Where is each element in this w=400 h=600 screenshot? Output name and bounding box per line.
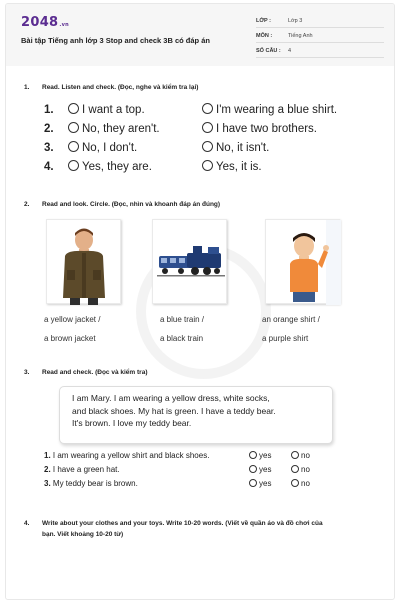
item-text: I am wearing a yellow shirt and black shoes. bbox=[52, 451, 210, 460]
item-text: I have a green hat. bbox=[52, 465, 120, 474]
pic3-option-2[interactable]: a purple shirt bbox=[262, 334, 309, 343]
passage-line: I am Mary. I am wearing a yellow dress, white socks, bbox=[72, 393, 270, 403]
meta-key: SỐ CÂU : bbox=[256, 48, 281, 54]
option-a: No, they aren't. bbox=[82, 123, 160, 135]
row-number: 3. bbox=[44, 142, 54, 154]
answer-circle[interactable] bbox=[249, 479, 257, 487]
question-3-heading bbox=[24, 369, 148, 376]
answer-circle[interactable] bbox=[249, 451, 257, 459]
q3-item-2-yes[interactable] bbox=[249, 465, 271, 474]
q1-row-4 bbox=[44, 160, 152, 173]
q3-item-1-yes[interactable] bbox=[249, 451, 271, 460]
picture-train bbox=[152, 219, 227, 304]
question-4-heading bbox=[24, 519, 384, 540]
yes-label: yes bbox=[259, 451, 272, 460]
q1-row-2 bbox=[44, 122, 160, 135]
meta-row-subject bbox=[256, 31, 384, 43]
answer-circle[interactable] bbox=[202, 103, 213, 114]
pic1-option-2[interactable]: a brown jacket bbox=[44, 334, 96, 343]
pic1-option-1[interactable]: a yellow jacket / bbox=[44, 315, 101, 324]
question-text: Write about your clothes and your toys. Write 10-20 words. (Viết về quần áo và đồ chơi của bbox=[42, 520, 323, 527]
option-b: I'm wearing a blue shirt. bbox=[216, 104, 338, 116]
answer-circle[interactable] bbox=[291, 479, 299, 487]
answer-circle[interactable] bbox=[291, 451, 299, 459]
answer-circle[interactable] bbox=[202, 122, 213, 133]
q3-item-1 bbox=[44, 451, 209, 460]
picture-boy-jacket bbox=[46, 219, 121, 304]
q1-row-2-option-b bbox=[202, 122, 317, 135]
meta-row-question-count bbox=[256, 46, 384, 58]
row-number: 2. bbox=[44, 123, 54, 135]
question-number: 2. bbox=[24, 201, 30, 208]
option-a: No, I don't. bbox=[82, 142, 138, 154]
pic2-option-1[interactable]: a blue train / bbox=[160, 315, 205, 324]
logo-text: 2048 bbox=[21, 15, 59, 30]
document-title: Bài tập Tiếng anh lớp 3 Stop and check 3B có đáp án bbox=[21, 36, 210, 45]
q3-item-3-yes[interactable] bbox=[249, 479, 271, 488]
pic3-option-1[interactable]: an orange shirt / bbox=[262, 315, 320, 324]
q3-item-2 bbox=[44, 465, 120, 474]
question-1-heading bbox=[24, 84, 198, 91]
question-2-heading bbox=[24, 201, 220, 208]
meta-row-grade bbox=[256, 16, 384, 28]
answer-circle[interactable] bbox=[202, 160, 213, 171]
meta-key: LỚP : bbox=[256, 18, 271, 24]
blue-train-image bbox=[153, 220, 228, 305]
reading-passage-box bbox=[59, 386, 333, 444]
answer-circle[interactable] bbox=[68, 160, 79, 171]
item-number: 1. bbox=[44, 451, 51, 460]
row-number: 1. bbox=[44, 104, 54, 116]
picture-boy-shirt bbox=[265, 219, 340, 304]
site-logo[interactable] bbox=[21, 15, 69, 30]
option-a: Yes, they are. bbox=[82, 161, 152, 173]
question-text: Read and check. (Đọc và kiểm tra) bbox=[42, 369, 148, 376]
yes-label: yes bbox=[259, 465, 272, 474]
pic2-option-2[interactable]: a black train bbox=[160, 334, 204, 343]
option-b: I have two brothers. bbox=[216, 123, 317, 135]
question-text: Read and look. Circle. (Đọc, nhìn và khoanh đáp án đúng) bbox=[42, 201, 221, 208]
meta-key: MÔN : bbox=[256, 33, 273, 39]
answer-circle[interactable] bbox=[68, 122, 79, 133]
q1-row-1 bbox=[44, 103, 145, 116]
answer-circle[interactable] bbox=[68, 141, 79, 152]
item-number: 2. bbox=[44, 465, 51, 474]
item-number: 3. bbox=[44, 479, 51, 488]
meta-value: 4 bbox=[288, 48, 292, 54]
meta-value: Tiếng Anh bbox=[288, 33, 313, 39]
no-label: no bbox=[301, 465, 310, 474]
no-label: no bbox=[301, 451, 310, 460]
question-text-continued: bạn. Viết khoảng 10-20 từ) bbox=[42, 530, 124, 538]
question-number: 1. bbox=[24, 84, 30, 91]
question-number: 4. bbox=[24, 520, 30, 527]
option-b: Yes, it is. bbox=[216, 161, 262, 173]
answer-circle[interactable] bbox=[249, 465, 257, 473]
item-text: My teddy bear is brown. bbox=[52, 479, 138, 488]
meta-value: Lớp 3 bbox=[288, 18, 303, 24]
answer-circle[interactable] bbox=[202, 141, 213, 152]
question-text: Read. Listen and check. (Đọc, nghe và kiểm tra lại) bbox=[42, 84, 199, 91]
worksheet-page bbox=[5, 3, 395, 600]
boy-yellow-jacket-image bbox=[47, 220, 122, 305]
logo-tld: .vn bbox=[59, 22, 70, 28]
q1-row-3 bbox=[44, 141, 137, 154]
passage-line: and black shoes. My hat is green. I have a teddy bear. bbox=[72, 405, 276, 416]
option-b: No, it isn't. bbox=[216, 142, 270, 154]
boy-orange-shirt-image bbox=[266, 220, 341, 305]
passage-line: It's brown. I love my teddy bear. bbox=[72, 418, 192, 428]
q3-item-2-no[interactable] bbox=[291, 465, 310, 474]
q3-item-1-no[interactable] bbox=[291, 451, 310, 460]
answer-circle[interactable] bbox=[68, 103, 79, 114]
no-label: no bbox=[301, 479, 310, 488]
q3-item-3 bbox=[44, 479, 138, 488]
row-number: 4. bbox=[44, 161, 54, 173]
answer-circle[interactable] bbox=[291, 465, 299, 473]
q1-row-4-option-b bbox=[202, 160, 262, 173]
q1-row-1-option-b bbox=[202, 103, 337, 116]
question-number: 3. bbox=[24, 369, 30, 376]
q1-row-3-option-b bbox=[202, 141, 269, 154]
worksheet-header bbox=[6, 4, 395, 66]
option-a: I want a top. bbox=[82, 104, 145, 116]
q3-item-3-no[interactable] bbox=[291, 479, 310, 488]
yes-label: yes bbox=[259, 479, 272, 488]
